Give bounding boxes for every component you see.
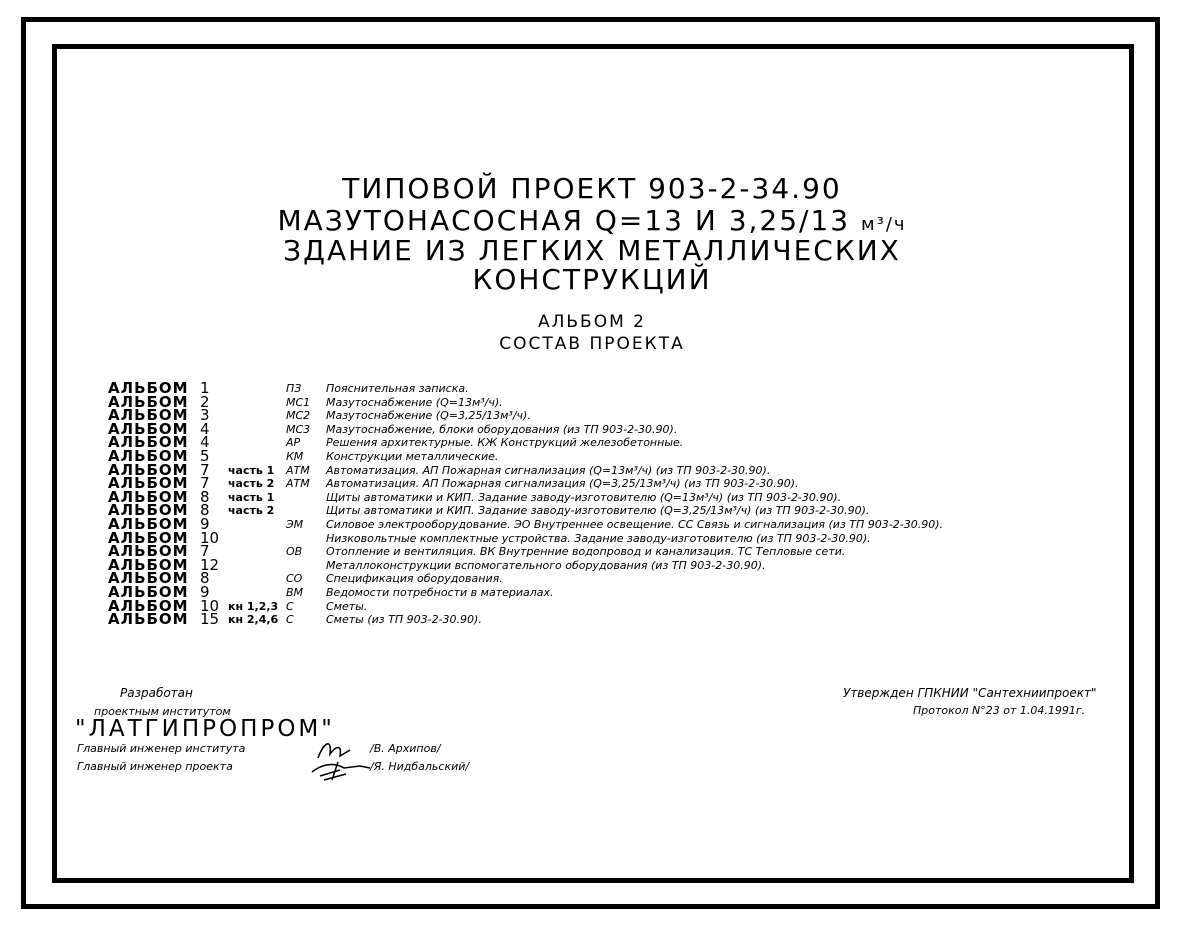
album-label: АЛЬБОМ [108, 447, 189, 465]
signature-graphic [310, 732, 372, 782]
section-code: ОВ [286, 545, 303, 559]
album-number: 9 [200, 583, 210, 601]
chief-engineer-institute-label: Главный инженер института [77, 742, 246, 755]
album-number: 7 [200, 542, 210, 561]
section-description: Автоматизация. АП Пожарная сигнализация (Q=13м³/ч) (из ТП 903-2-30.90). [326, 463, 771, 477]
album-label: АЛЬБОМ [108, 610, 189, 629]
album-number: 9 [200, 515, 210, 533]
album-label: АЛЬБОМ [108, 392, 189, 411]
title-line-4: КОНСТРУКЦИЙ [472, 263, 712, 296]
chief-engineer-institute-name: /В. Архипов/ [370, 742, 441, 755]
album-number: 5 [200, 447, 210, 465]
album-number: 1 [200, 379, 210, 397]
section-code: ВМ [286, 586, 304, 599]
section-code: С [286, 599, 294, 613]
section-code: СО [286, 572, 303, 586]
album-number: 4 [200, 433, 210, 452]
album-number: 10 [200, 528, 220, 547]
album-number: 8 [200, 501, 210, 520]
album-number: 8 [200, 487, 210, 506]
album-label: АЛЬБОМ [108, 406, 189, 425]
section-description: Конструкции металлические. [326, 450, 499, 463]
section-code: ЭМ [286, 518, 304, 531]
album-part: часть 2 [228, 477, 275, 491]
album-label: АЛЬБОМ [108, 433, 189, 452]
section-code: ПЗ [286, 382, 302, 395]
album-part: кн 1,2,3 [228, 599, 279, 613]
album-label: АЛЬБОМ [108, 419, 189, 438]
section-code: МС2 [286, 409, 311, 423]
developer-line-1: Разработан [120, 686, 193, 700]
album-label: АЛЬБОМ [108, 474, 189, 493]
section-description: Сметы (из ТП 903-2-30.90). [326, 613, 482, 627]
section-description: Отопление и вентиляция. ВК Внутренние водопровод и канализация. ТС Тепловые сети. [326, 545, 846, 559]
album-label: АЛЬБОМ [108, 487, 189, 506]
album-label: АЛЬБОМ [108, 528, 189, 547]
section-description: Ведомости потребности в материалах. [326, 586, 554, 599]
album-label: АЛЬБОМ [108, 583, 189, 601]
institute-name: "ЛАТГИПРОПРОМ" [75, 716, 335, 742]
album-label: АЛЬБОМ [108, 460, 189, 479]
section-description: Решения архитектурные. КЖ Конструкций железобетонные. [326, 436, 684, 450]
album-label: АЛЬБОМ [108, 515, 189, 533]
section-code: КМ [286, 450, 304, 463]
album-label: АЛЬБОМ [108, 501, 189, 520]
album-number: 7 [200, 474, 210, 493]
album-label: АЛЬБОМ [108, 569, 189, 588]
section-code: МС3 [286, 422, 311, 436]
section-description: Спецификация оборудования. [326, 572, 503, 586]
title-units: м³/ч [861, 214, 907, 235]
title-line-3: ЗДАНИЕ ИЗ ЛЕГКИХ МЕТАЛЛИЧЕСКИХ [283, 234, 901, 267]
album-number: 12 [200, 555, 220, 574]
album-number: 10 [200, 596, 220, 615]
section-code: АТМ [286, 463, 310, 477]
approval-line-2: Протокол N°23 от 1.04.1991г. [913, 704, 1086, 717]
album-number: 4 [200, 419, 210, 438]
section-code: АТМ [286, 477, 310, 491]
composition-heading: СОСТАВ ПРОЕКТА [499, 334, 685, 354]
approval-line-1: Утвержден ГПКНИИ "Сантехниипроект" [843, 686, 1097, 700]
album-part: часть 1 [228, 490, 275, 504]
album-number: 15 [200, 610, 220, 629]
section-description: Мазутоснабжение (Q=3,25/13м³/ч). [326, 409, 531, 423]
album-label: АЛЬБОМ [108, 542, 189, 561]
album-number: 3 [200, 406, 210, 425]
title-line-1: ТИПОВОЙ ПРОЕКТ 903-2-34.90 [342, 172, 842, 205]
section-description: Щиты автоматики и КИП. Задание заводу-изготовителю (Q=3,25/13м³/ч) (из ТП 903-2-30.90). [326, 504, 870, 518]
section-description: Автоматизация. АП Пожарная сигнализация (Q=3,25/13м³/ч) (из ТП 903-2-30.90). [326, 477, 799, 491]
album-number: 2 [200, 392, 210, 411]
album-part: кн 2,4,6 [228, 613, 279, 627]
album-label: АЛЬБОМ [108, 379, 189, 397]
developer-line-2: проектным институтом [94, 705, 231, 718]
section-description: Сметы. [326, 599, 368, 613]
album-part: часть 1 [228, 463, 275, 477]
section-description: Мазутоснабжение (Q=13м³/ч). [326, 395, 503, 409]
section-description: Мазутоснабжение, блоки оборудования (из ТП 903-2-30.90). [326, 422, 678, 436]
section-code: АР [286, 436, 301, 450]
section-description: Пояснительная записка. [326, 382, 469, 395]
album-label: АЛЬБОМ [108, 596, 189, 615]
title-line-2-main: МАЗУТОНАСОСНАЯ Q=13 И 3,25/13 [277, 204, 851, 237]
chief-engineer-project-name: /Я. Нидбальский/ [370, 760, 470, 773]
album-label: АЛЬБОМ [108, 555, 189, 574]
title-line-2 [0, 204, 1184, 237]
album-part: часть 2 [228, 504, 275, 518]
album-number: 8 [200, 569, 210, 588]
section-code: МС1 [286, 395, 311, 409]
section-description: Щиты автоматики и КИП. Задание заводу-изготовителю (Q=13м³/ч) (из ТП 903-2-30.90). [326, 490, 842, 504]
album-heading: АЛЬБОМ 2 [537, 312, 646, 332]
section-description: Низковольтные комплектные устройства. Задание заводу-изготовителю (из ТП 903-2-30.90). [326, 531, 871, 545]
album-number: 7 [200, 460, 210, 479]
chief-engineer-project-label: Главный инженер проекта [77, 760, 233, 773]
section-code: С [286, 613, 294, 627]
section-description: Силовое электрооборудование. ЭО Внутреннее освещение. СС Связь и сигнализация (из ТП 903-2-30.90). [326, 518, 944, 531]
section-description: Металлоконструкции вспомогательного оборудования (из ТП 903-2-30.90). [326, 558, 766, 572]
